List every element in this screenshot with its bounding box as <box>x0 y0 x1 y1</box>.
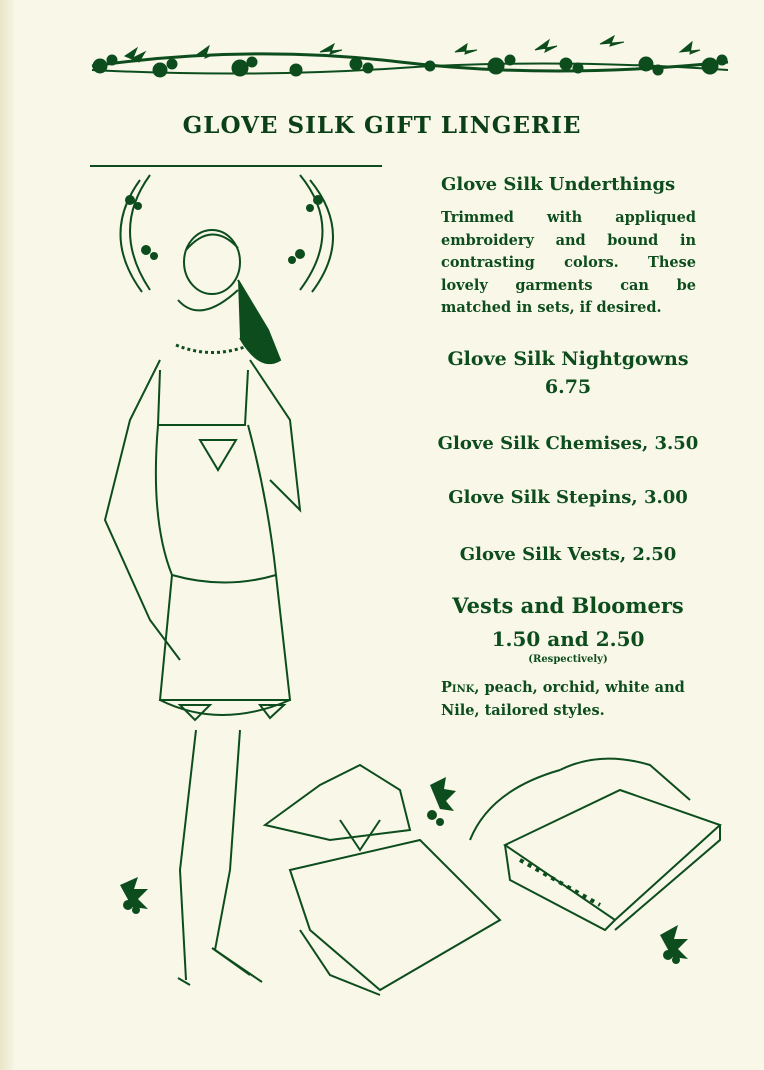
holly-border <box>92 36 728 77</box>
item-nightgowns-price: 6.75 <box>544 376 592 398</box>
holly-sprig-left <box>120 877 148 914</box>
item-stepins: Glove Silk Stepins, 3.00 <box>448 487 688 508</box>
gift-box <box>470 759 720 930</box>
item-nightgowns-name: Glove Silk Nightgowns <box>447 348 689 370</box>
section-description: Trimmed with appliqued embroidery and bound in contrasting colors. These lovely garments can be matched in sets, if desired. <box>441 209 696 316</box>
colors-note-first: Pink <box>441 679 475 696</box>
colors-note <box>441 677 701 722</box>
vests-bloomers-price: 1.50 and 2.50 <box>491 627 645 651</box>
vests-bloomers-note: (Respectively) <box>528 654 608 665</box>
holly-sprig-right <box>660 925 688 964</box>
section-heading: Glove Silk Underthings <box>441 174 676 195</box>
vests-bloomers-name: Vests and Bloomers <box>452 593 684 618</box>
woman-figure <box>105 230 300 985</box>
divider-rule <box>90 165 382 167</box>
page-title: GLOVE SILK GIFT LINGERIE <box>182 112 582 139</box>
item-chemises: Glove Silk Chemises, 3.50 <box>437 433 699 454</box>
folded-garments <box>265 765 500 995</box>
holly-sprig-middle <box>427 777 456 826</box>
item-vests: Glove Silk Vests, 2.50 <box>459 544 677 565</box>
colors-note-rest: , peach, orchid, white and Nile, tailored styles. <box>441 679 685 719</box>
